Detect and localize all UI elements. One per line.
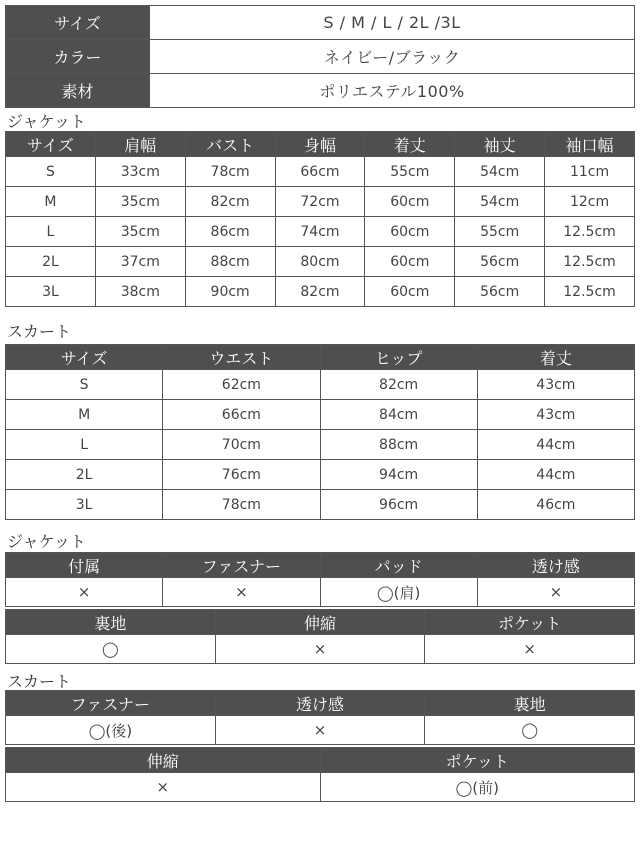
detail-value: × xyxy=(477,578,634,607)
spec-label: カラー xyxy=(6,40,150,74)
skirt-detail-title: スカート xyxy=(7,672,72,691)
skirt-detail-table-2 xyxy=(5,747,635,802)
jacket-detail-table-1 xyxy=(5,552,635,607)
measure-cell: 60cm xyxy=(365,217,455,247)
column-header: 肩幅 xyxy=(95,132,185,157)
measure-cell: 54cm xyxy=(455,187,545,217)
detail-header: 透け感 xyxy=(215,691,425,716)
column-header: 着丈 xyxy=(365,132,455,157)
measure-cell: 82cm xyxy=(320,370,477,400)
size-cell: M xyxy=(6,400,163,430)
measure-cell: 33cm xyxy=(95,157,185,187)
detail-value: × xyxy=(6,773,321,802)
measure-cell: 90cm xyxy=(185,277,275,307)
measure-cell: 84cm xyxy=(320,400,477,430)
table-row xyxy=(6,187,635,217)
table-row xyxy=(6,430,635,460)
measure-cell: 78cm xyxy=(185,157,275,187)
table-row xyxy=(6,247,635,277)
table-header-row xyxy=(6,748,635,773)
skirt-size-table xyxy=(5,344,635,520)
spec-value: ポリエステル100% xyxy=(150,74,635,108)
table-header-row xyxy=(6,345,635,370)
size-cell: 2L xyxy=(6,247,96,277)
measure-cell: 80cm xyxy=(275,247,365,277)
detail-header: ファスナー xyxy=(6,691,216,716)
table-header-row xyxy=(6,132,635,157)
column-header: 袖口幅 xyxy=(545,132,635,157)
measure-cell: 60cm xyxy=(365,187,455,217)
detail-header: 伸縮 xyxy=(215,610,425,635)
spec-value: ネイビー/ブラック xyxy=(150,40,635,74)
skirt-detail-table-1 xyxy=(5,690,635,745)
measure-cell: 66cm xyxy=(163,400,320,430)
table-row xyxy=(6,635,635,664)
table-row xyxy=(6,460,635,490)
size-cell: 3L xyxy=(6,277,96,307)
measure-cell: 44cm xyxy=(477,460,634,490)
measure-cell: 70cm xyxy=(163,430,320,460)
measure-cell: 12.5cm xyxy=(545,217,635,247)
column-header: バスト xyxy=(185,132,275,157)
measure-cell: 82cm xyxy=(275,277,365,307)
table-row xyxy=(6,217,635,247)
size-cell: M xyxy=(6,187,96,217)
detail-header: ファスナー xyxy=(163,553,320,578)
table-row xyxy=(6,400,635,430)
spec-label: 素材 xyxy=(6,74,150,108)
column-header: サイズ xyxy=(6,132,96,157)
column-header: ヒップ xyxy=(320,345,477,370)
measure-cell: 88cm xyxy=(320,430,477,460)
measure-cell: 44cm xyxy=(477,430,634,460)
size-cell: L xyxy=(6,430,163,460)
detail-value: × xyxy=(6,578,163,607)
measure-cell: 74cm xyxy=(275,217,365,247)
size-cell: S xyxy=(6,157,96,187)
measure-cell: 56cm xyxy=(455,247,545,277)
detail-header: パッド xyxy=(320,553,477,578)
measure-cell: 12.5cm xyxy=(545,277,635,307)
spec-row xyxy=(6,6,635,40)
measure-cell: 43cm xyxy=(477,400,634,430)
detail-value: ◯(前) xyxy=(320,773,635,802)
measure-cell: 43cm xyxy=(477,370,634,400)
detail-value: × xyxy=(163,578,320,607)
table-row xyxy=(6,578,635,607)
detail-header: 付属 xyxy=(6,553,163,578)
measure-cell: 46cm xyxy=(477,490,634,520)
measure-cell: 96cm xyxy=(320,490,477,520)
measure-cell: 54cm xyxy=(455,157,545,187)
table-row xyxy=(6,277,635,307)
measure-cell: 66cm xyxy=(275,157,365,187)
measure-cell: 94cm xyxy=(320,460,477,490)
column-header: 着丈 xyxy=(477,345,634,370)
detail-header: 裏地 xyxy=(6,610,216,635)
measure-cell: 12.5cm xyxy=(545,247,635,277)
column-header: 袖丈 xyxy=(455,132,545,157)
size-cell: 2L xyxy=(6,460,163,490)
detail-header: ポケット xyxy=(425,610,635,635)
column-header: サイズ xyxy=(6,345,163,370)
measure-cell: 72cm xyxy=(275,187,365,217)
detail-value: × xyxy=(425,635,635,664)
detail-value: × xyxy=(215,716,425,745)
table-header-row xyxy=(6,610,635,635)
measure-cell: 37cm xyxy=(95,247,185,277)
spec-row xyxy=(6,74,635,108)
spec-table xyxy=(5,5,635,108)
measure-cell: 38cm xyxy=(95,277,185,307)
measure-cell: 78cm xyxy=(163,490,320,520)
jacket-size-title: ジャケット xyxy=(7,112,86,131)
measure-cell: 55cm xyxy=(365,157,455,187)
measure-cell: 86cm xyxy=(185,217,275,247)
spec-row xyxy=(6,40,635,74)
measure-cell: 60cm xyxy=(365,277,455,307)
detail-header: 裏地 xyxy=(425,691,635,716)
measure-cell: 62cm xyxy=(163,370,320,400)
size-cell: 3L xyxy=(6,490,163,520)
column-header: ウエスト xyxy=(163,345,320,370)
detail-header: ポケット xyxy=(320,748,635,773)
measure-cell: 55cm xyxy=(455,217,545,247)
column-header: 身幅 xyxy=(275,132,365,157)
measure-cell: 11cm xyxy=(545,157,635,187)
table-row xyxy=(6,157,635,187)
detail-value: ◯(肩) xyxy=(320,578,477,607)
detail-header: 伸縮 xyxy=(6,748,321,773)
detail-value: ◯ xyxy=(6,635,216,664)
table-row xyxy=(6,490,635,520)
detail-header: 透け感 xyxy=(477,553,634,578)
measure-cell: 12cm xyxy=(545,187,635,217)
measure-cell: 35cm xyxy=(95,187,185,217)
detail-value: ◯(後) xyxy=(6,716,216,745)
spec-value: S / M / L / 2L /3L xyxy=(150,6,635,40)
measure-cell: 82cm xyxy=(185,187,275,217)
table-row xyxy=(6,773,635,802)
table-row xyxy=(6,716,635,745)
size-cell: S xyxy=(6,370,163,400)
skirt-size-title: スカート xyxy=(7,322,72,341)
measure-cell: 35cm xyxy=(95,217,185,247)
table-row xyxy=(6,370,635,400)
detail-value: × xyxy=(215,635,425,664)
measure-cell: 88cm xyxy=(185,247,275,277)
jacket-detail-title: ジャケット xyxy=(7,532,86,551)
table-header-row xyxy=(6,553,635,578)
size-cell: L xyxy=(6,217,96,247)
measure-cell: 56cm xyxy=(455,277,545,307)
spec-label: サイズ xyxy=(6,6,150,40)
measure-cell: 76cm xyxy=(163,460,320,490)
jacket-detail-table-2 xyxy=(5,609,635,664)
measure-cell: 60cm xyxy=(365,247,455,277)
detail-value: ◯ xyxy=(425,716,635,745)
jacket-size-table xyxy=(5,131,635,307)
table-header-row xyxy=(6,691,635,716)
